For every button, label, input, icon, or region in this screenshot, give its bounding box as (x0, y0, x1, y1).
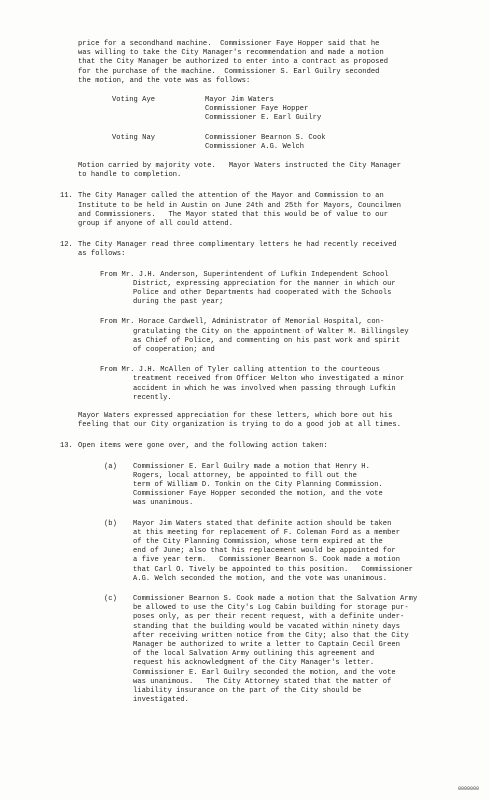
subitem-line: was unanimous. (133, 499, 194, 508)
subitem-line: at this meeting for replacement of F. Coleman Ford as a member (133, 528, 401, 537)
item-11-line: Institute to be held in Austin on June 24th and 25th for Mayors, Councilmen (78, 201, 402, 210)
subitem-label: (a) (104, 462, 117, 471)
letter-line: From Mr. J.H. McAllen of Tyler calling attention to the courteous (100, 366, 380, 375)
item-number: 12. (60, 241, 73, 250)
item-11-line: group if anyone of all could attend. (78, 220, 234, 228)
subitem-line: was unanimous. The City Attorney stated that the matter of (133, 677, 392, 686)
item-12-line: The City Manager read three complimentary letters he had recently received (78, 241, 397, 250)
subitem-line: A.G. Welch seconded the motion, and the vote was unanimous. (133, 574, 388, 583)
intro-line: price for a secondhand machine. Commissioner Faye Hopper said that he (78, 40, 380, 48)
item-number: 11. (60, 192, 73, 201)
letter-line: From Mr. Horace Cardwell, Administrator of Memorial Hospital, con- (100, 318, 385, 327)
subitem-line: Commissioner Bearnon S. Cook made a motion that the Salvation Army (133, 595, 418, 603)
vote-aye-label: Voting Aye (112, 96, 156, 104)
intro-line: was willing to take the City Manager's recommendation and made a motion (78, 49, 384, 58)
letter-line: recently. (133, 393, 172, 402)
letter-line: of cooperation; and (133, 346, 215, 354)
item-13-intro: Open items were gone over, and the following action taken: (78, 442, 328, 451)
subitem-line: liability insurance on the part of the City should be (133, 687, 362, 695)
subitem-line: that Carl O. Tively be appointed to this position. Commissioner (133, 565, 413, 574)
subitem-line: Commissioner E. Earl Guilry made a motion that Henry H. (133, 462, 370, 471)
letter-line: as Chief of Police, and commenting on his past work and spirit (133, 336, 401, 345)
subitem-line: end of June; also that his replacement would be appointed for (133, 547, 396, 556)
intro-line: for the purchase of the machine. Commissioner S. Earl Guilry seconded (78, 67, 380, 76)
subitem-line: after receiving written notice from the City; also that the City (133, 631, 409, 640)
letter-line: District, expressing appreciation for the manner in which our (133, 279, 396, 288)
letter-line: From Mr. J.H. Anderson, Superintendent of Lufkin Independent School (100, 270, 389, 279)
intro-line: the motion, and the vote was as follows: (78, 76, 251, 85)
intro-line: that the City Manager be authorized to enter into a contract as proposed (78, 58, 389, 67)
subitem-line: Mayor Jim Waters stated that definite action should be taken (133, 519, 392, 528)
vote-nay-label: Voting Nay (112, 133, 156, 142)
letter-line: during the past year; (133, 298, 224, 307)
subitem-label: (b) (104, 519, 117, 528)
paragraph-line: to handle to completion. (78, 171, 182, 180)
item-11-line: The City Manager called the attention of the Mayor and Commission to an (78, 192, 384, 201)
item-number: 13. (60, 442, 73, 451)
footer-mark: 0000000 (457, 786, 479, 792)
subitem-line: poses only, as per their recent request, with a definite under- (133, 613, 405, 622)
subitem-line: a five year term. Commissioner Bearnon S. Cook made a motion (133, 556, 401, 565)
letter-line: Police and other Departments had cooperated with the Schools (133, 289, 392, 297)
subitem-line: be allowed to use the City's Log Cabin building for storage pur- (133, 604, 409, 613)
subitem-line: request his acknowledgment of the City Manager's letter. (133, 659, 375, 668)
subitem-label: (c) (104, 595, 117, 603)
subitem-line: Manager be authorized to write a letter to Captain Cecil Green (133, 641, 401, 649)
vote-aye-name: Mayor Jim Waters (205, 96, 274, 104)
subitem-line: Commissioner Faye Hopper seconded the motion, and the vote (133, 490, 383, 499)
item-12-line: as follows: (78, 250, 126, 259)
subitem-line: investigated. (133, 696, 189, 705)
item-12-closing-line: feeling that our City organization is trying to do a good job at all times. (78, 421, 402, 430)
paragraph-line: Motion carried by majority vote. Mayor Waters instructed the City Manager (78, 162, 402, 170)
letter-line: treatment received from Officer Welton who investigated a minor (133, 375, 405, 384)
subitem-line: Rogers, local attorney, be appointed to fill out the (133, 471, 357, 480)
letter-line: gratulating the City on the appointment of Walter M. Billingsley (133, 327, 409, 336)
vote-nay-name: Commissioner Bearnon S. Cook (205, 133, 326, 142)
subitem-line: term of William D. Tonkin on the City Planning Commission. (133, 481, 383, 489)
vote-aye-name: Commissioner E. Earl Guilry (205, 114, 322, 123)
subitem-line: of the City Planning Commission, whose term expired at the (133, 538, 383, 546)
subitem-line: standing that the building would be vacated within ninety days (133, 622, 401, 631)
item-12-closing-line: Mayor Waters expressed appreciation for these letters, which bore out his (78, 412, 393, 420)
subitem-line: Commissioner E. Earl Guilry seconded the motion, and the vote (133, 668, 396, 677)
vote-aye-name: Commissioner Faye Hopper (205, 105, 309, 114)
letter-line: accident in which he was involved when passing through Lufkin (133, 384, 396, 393)
vote-nay-name: Commissioner A.G. Welch (205, 142, 305, 151)
subitem-line: of the local Salvation Army outlining this agreement and (133, 650, 375, 659)
item-11-line: and Commissioners. The Mayor stated that this would be of value to our (78, 210, 389, 219)
